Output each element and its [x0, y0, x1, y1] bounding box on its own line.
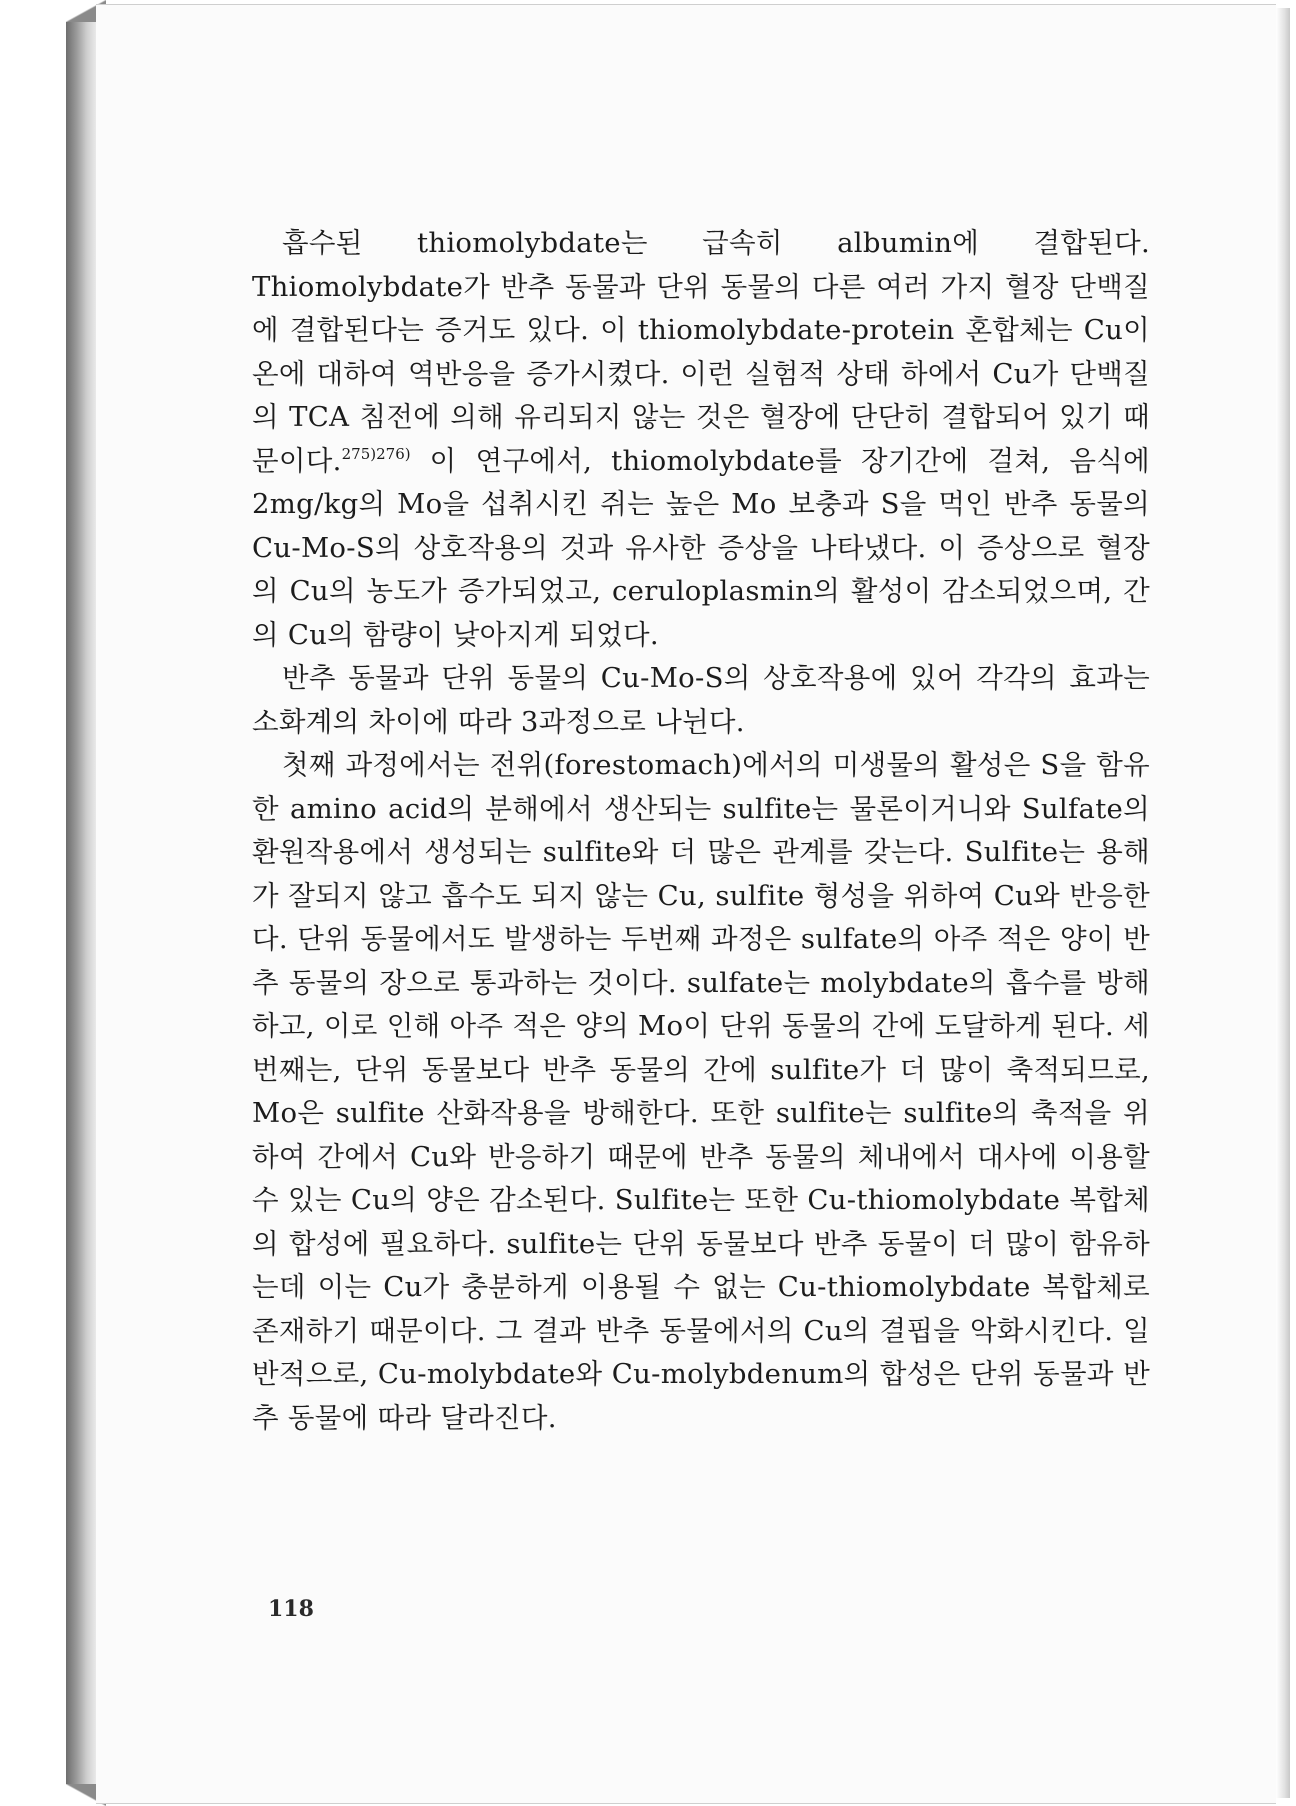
paragraph-3: 첫째 과정에서는 전위(forestomach)에서의 미생물의 활성은 S을 함유한 amino acid의 분해에서 생산되는 sulfite는 물론이거니와 Sulfate의 환원작용에서 생성되는 sulfite와 더 많은 관계를 갖는다. Sulfite는 용해가 잘되지 않고 흡수도 되지 않는 Cu, sulfite 형성을 위하여 Cu와 반응한다. 단위 동물에서도 발생하는 두번째 과정은 sulfate의 아주 적은 양이 반추 동물의 장으로 통과하는 것이다. sulfate는 molybdate의 흡수를 방해하고, 이로 인해 아주 적은 양의 Mo이 단위 동물의 간에 도달하게 된다. 세번째는, 단위 동물보다 반추 동물의 간에 sulfite가 더 많이 축적되므로, Mo은 sulfite 산화작용을 방해한다. 또한 sulfite는 sulfite의 축적을 위하여 간에서 Cu와 반응하기 때문에 반추 동물의 체내에서 대사에 이용할 수 있는 Cu의 양은 감소된다. Sulfite는 또한 Cu-thiomolybdate 복합체의 합성에 필요하다. sulfite는 단위 동물보다 반추 동물이 더 많이 함유하는데 이는 Cu가 충분하게 이용될 수 없는 Cu-thiomolybdate 복합체로 존재하기 때문이다. 그 결과 반추 동물에서의 Cu의 결핍을 악화시킨다. 일반적으로, Cu-molybdate와 Cu-molybdenum의 합성은 단위 동물과 반추 동물에 따라 달라진다.: [252, 749, 1150, 1434]
body-text: [252, 222, 1150, 1440]
page-right-edge: [1276, 8, 1290, 1798]
page-number: 118: [268, 1596, 314, 1622]
citation-reference: 275)276): [341, 444, 411, 463]
book-spine-edge: [66, 4, 96, 1802]
paragraph-1-text: 흡수된 thiomolybdate는 급속히 albumin에 결합된다. Thiomolybdate가 반추 동물과 단위 동물의 다른 여러 가지 혈장 단백질에 결합된다는 증거도 있다. 이 thiomolybdate-protein 혼합체는 Cu이온에 대하여 역반응을 증가시켰다. 이런 실험적 상태 하에서 Cu가 단백질의 TCA 침전에 의해 유리되지 않는 것은 혈장에 단단히 결합되어 있기 때문이다.: [252, 227, 1150, 477]
paragraph-1-text-continued: 이 연구에서, thiomolybdate를 장기간에 걸쳐, 음식에 2mg/kg의 Mo을 섭취시킨 쥐는 높은 Mo 보충과 S을 먹인 반추 동물의 Cu-Mo-S의 상호작용의 것과 유사한 증상을 나타냈다. 이 증상으로 혈장의 Cu의 농도가 증가되었고, ceruloplasmin의 활성이 감소되었으며, 간의 Cu의 함량이 낮아지게 되었다.: [252, 444, 1150, 651]
paragraph-1: [252, 222, 1150, 657]
paragraph-2: 반추 동물과 단위 동물의 Cu-Mo-S의 상호작용에 있어 각각의 효과는 소화계의 차이에 따라 3과정으로 나뉜다.: [252, 662, 1150, 738]
